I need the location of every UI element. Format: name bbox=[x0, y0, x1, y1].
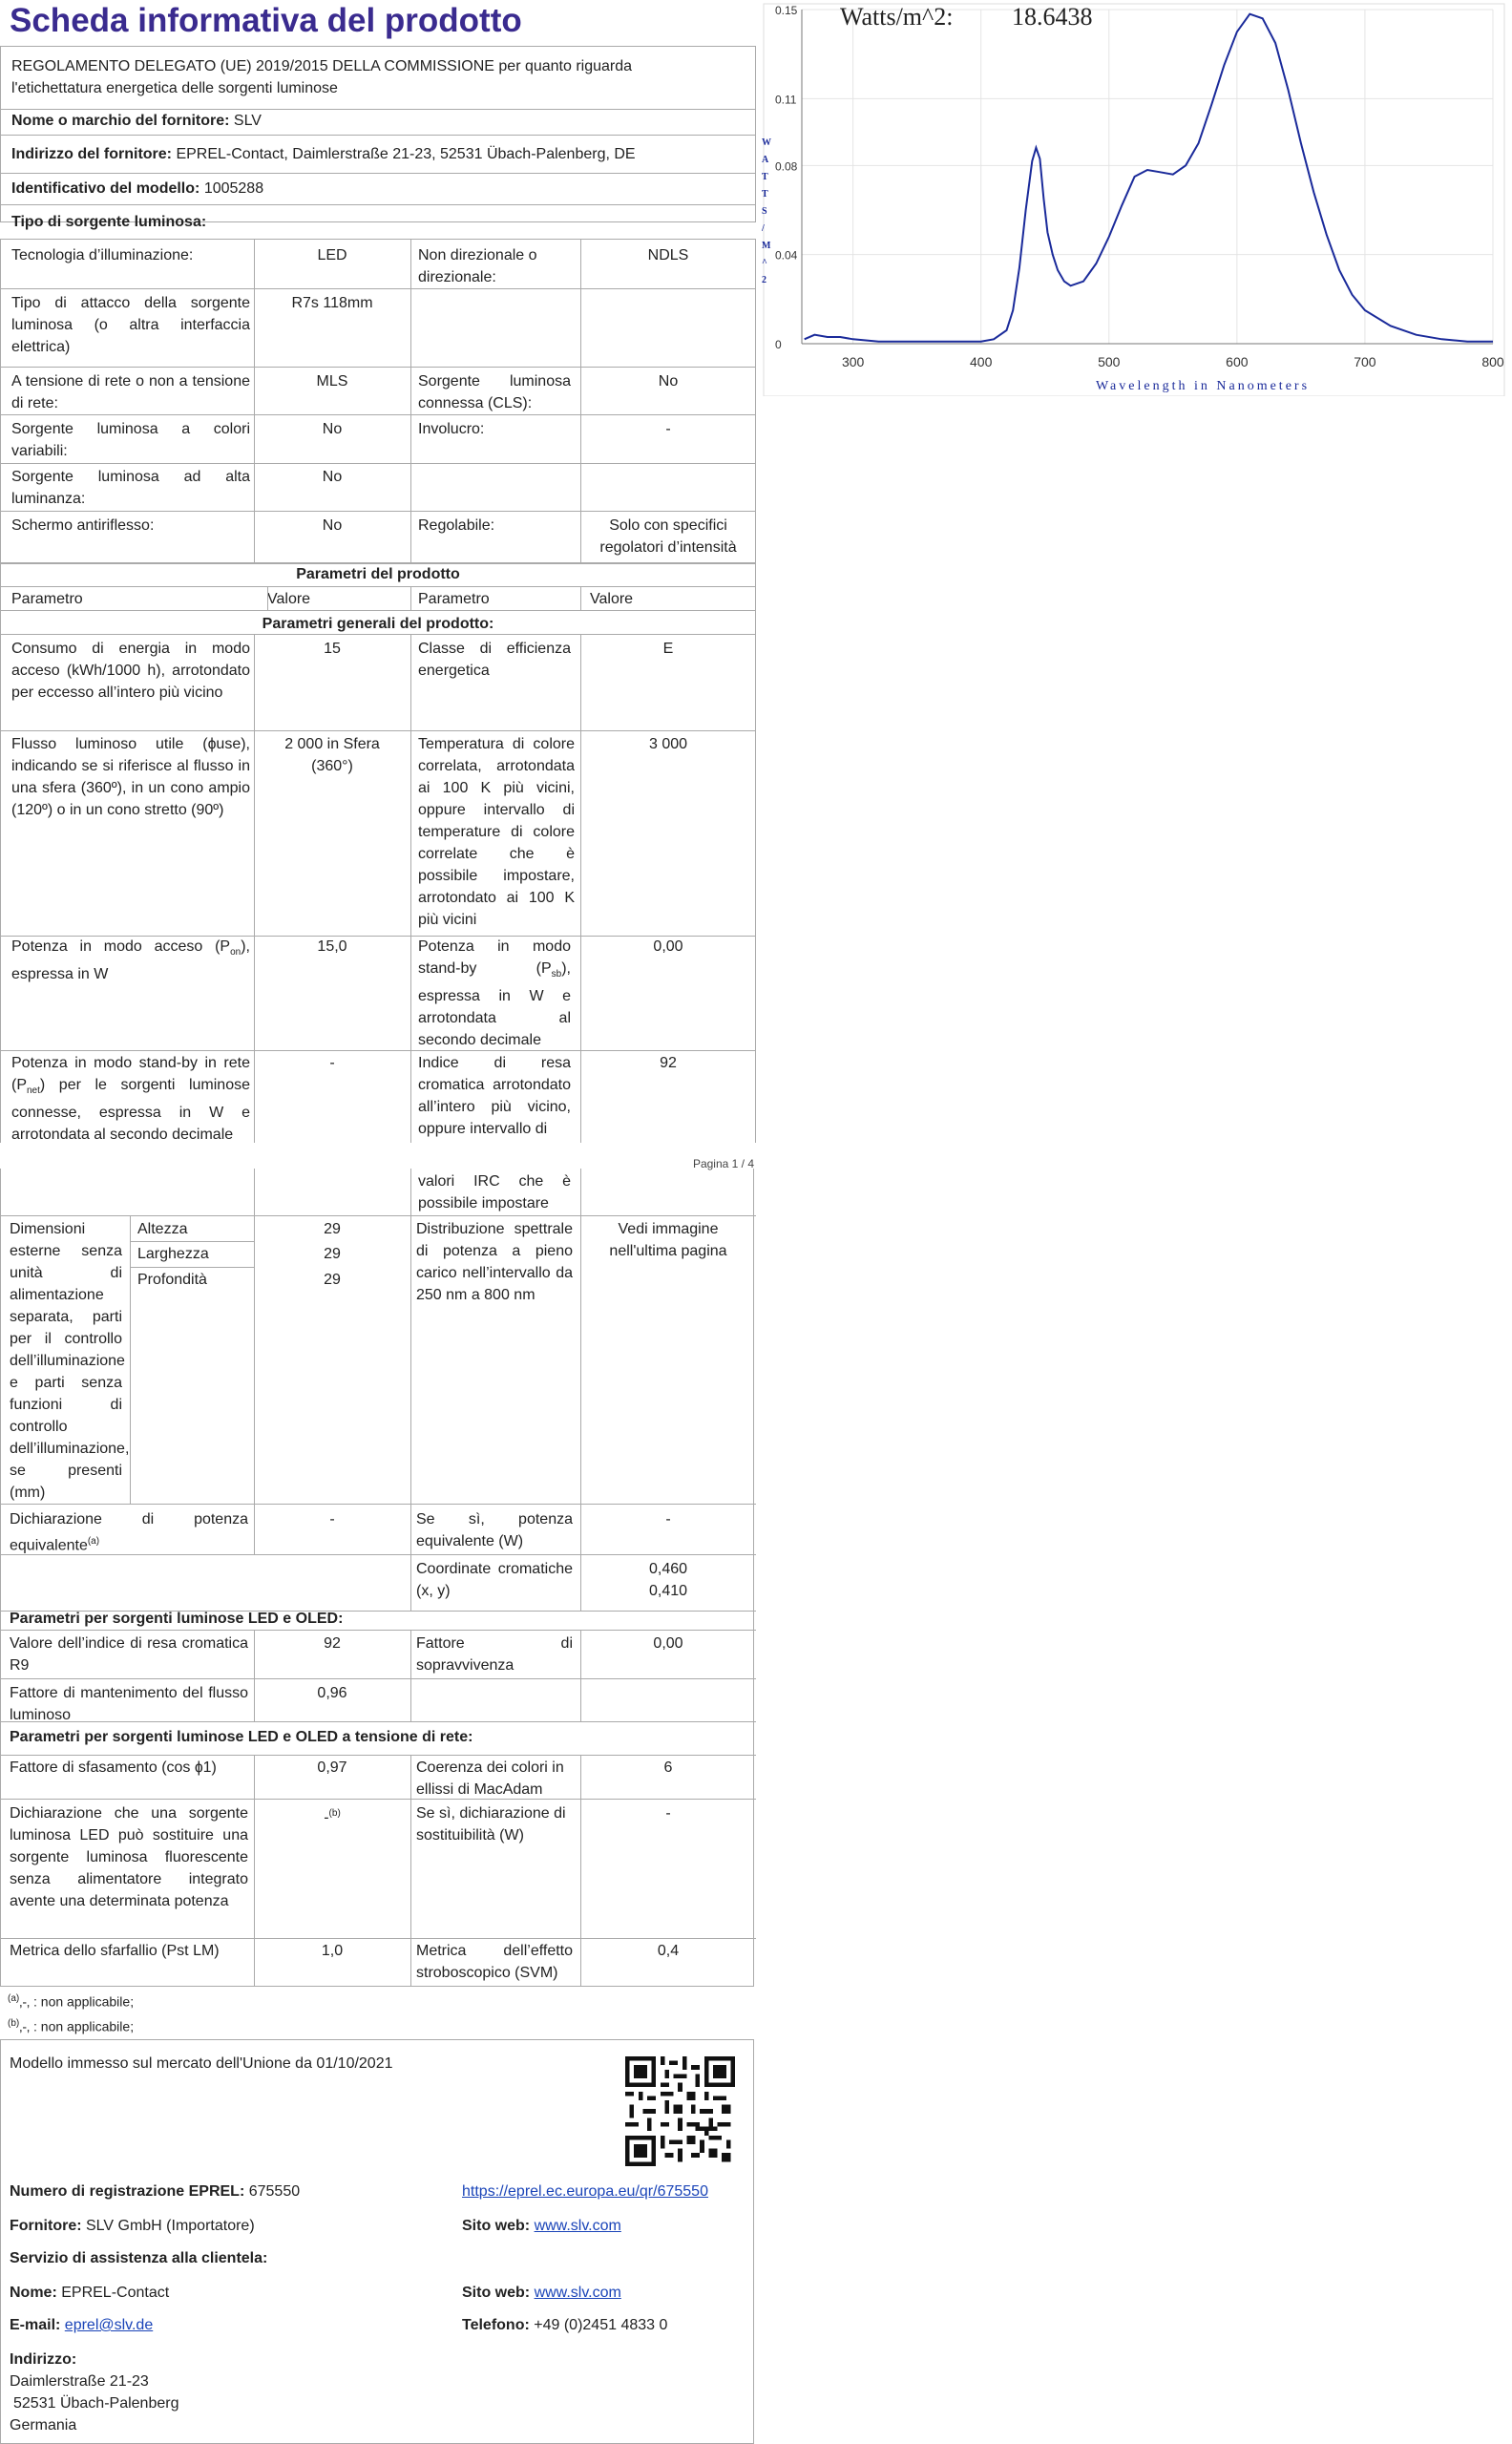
x-tick-label: 800 bbox=[1481, 354, 1504, 369]
x-axis-label: Wavelength in Nanometers bbox=[1095, 379, 1311, 393]
maintenance-label: Fattore di mantenimento del flusso luminoso bbox=[10, 1685, 248, 1723]
email-row: E-mail: eprel@slv.de bbox=[10, 2317, 154, 2333]
glare-value: No bbox=[322, 517, 343, 534]
x-tick-label: 400 bbox=[970, 354, 993, 369]
qr-code-icon[interactable] bbox=[625, 2056, 735, 2166]
equiv-w-label: Se sì, potenza equivalente (W) bbox=[416, 1511, 573, 1549]
y-label-letter: T bbox=[762, 172, 768, 182]
glare-label: Schermo antiriflesso: bbox=[11, 517, 155, 534]
width-label: Larghezza bbox=[137, 1246, 209, 1262]
note-a: $^{(a)}$‚-‚ : non applicabile; bbox=[8, 1993, 135, 2010]
high-luminance-value: No bbox=[322, 469, 343, 485]
y-tick-label: 0.11 bbox=[775, 93, 797, 107]
cri-label-part1: Indice di resa cromatica arrotondato all’intero più vicino, oppure intervallo di bbox=[418, 1055, 571, 1137]
col-param-1: Parametro bbox=[11, 591, 83, 607]
pst-label: Metrica dello sfarfallio (Pst LM) bbox=[10, 1943, 220, 1959]
market-date: Modello immesso sul mercato dell'Unione da 01/10/2021 bbox=[10, 2055, 393, 2072]
x-tick-label: 600 bbox=[1226, 354, 1249, 369]
x-tick-label: 500 bbox=[1098, 354, 1121, 369]
envelope-label: Involucro: bbox=[418, 421, 485, 437]
mains-label: A tensione di rete o non a tensione di rete: bbox=[11, 373, 250, 411]
website-row-2: Sito web: www.slv.com bbox=[462, 2285, 621, 2301]
svm-value: 0,4 bbox=[657, 1943, 680, 1959]
pon-value: 15,0 bbox=[317, 938, 347, 955]
mains-value: MLS bbox=[316, 373, 348, 390]
r9-value: 92 bbox=[324, 1635, 341, 1652]
tech-value: LED bbox=[317, 247, 347, 263]
pnet-label: Potenza in modo stand-by in rete $(P_{net})$ per le sorgenti luminose connesse, espressa in W e arrotondata al secondo decimale bbox=[11, 1055, 250, 1144]
flux-value: 2 000 in Sfera (360°) bbox=[284, 736, 380, 774]
cls-value: No bbox=[658, 373, 679, 390]
website-row: Sito web: www.slv.com bbox=[462, 2218, 621, 2234]
y-label-letter: T bbox=[762, 189, 768, 200]
address-line-2: 52531 Übach-Palenberg bbox=[13, 2395, 179, 2412]
flux-label: Flusso luminoso utile (ɸuse), indicando se si riferisce al flusso in una sfera (360º), in un cono ampio (120º) o in un cono stretto (90º) bbox=[11, 736, 250, 818]
colour-label: Sorgente luminosa a colori variabili: bbox=[11, 421, 250, 459]
survival-value: 0,00 bbox=[653, 1635, 683, 1652]
high-luminance-label: Sorgente luminosa ad alta luminanza: bbox=[11, 469, 250, 507]
tech-label: Tecnologia d’illuminazione: bbox=[11, 247, 194, 263]
y-label-letter: / bbox=[762, 223, 765, 234]
class-label: Classe di efficienza energetica bbox=[418, 641, 571, 679]
depth-label: Profondità bbox=[137, 1272, 207, 1288]
dir-label: Non direzionale o direzionale: bbox=[418, 247, 537, 285]
cri-value: 92 bbox=[660, 1055, 677, 1071]
chart-title: Watts/m^2: bbox=[840, 3, 954, 31]
dims-label: Dimensioni esterne senza unità di alimentazione separata, parti per il controllo dell’illuminazione e parti senza funzioni di controllo dell’illuminazione, se presenti (mm) bbox=[10, 1221, 130, 1501]
mains-title: Parametri per sorgenti luminose LED e OLED a tensione di rete: bbox=[10, 1729, 473, 1745]
supplier-address-row: Indirizzo del fornitore: EPREL-Contact, Daimlerstraße 21-23, 52531 Übach-Palenberg, DE bbox=[11, 146, 636, 162]
eprel-row: Numero di registrazione EPREL: 675550 bbox=[10, 2183, 301, 2200]
height-value: 29 bbox=[324, 1221, 341, 1237]
col-value-2: Valore bbox=[590, 591, 634, 607]
class-value: E bbox=[662, 641, 674, 657]
regulation-text: REGOLAMENTO DELEGATO (UE) 2019/2015 DELLA COMMISSIONE per quanto riguarda l'etichettatura energetica delle sorgenti luminose bbox=[11, 58, 633, 96]
envelope-value: - bbox=[665, 421, 671, 437]
address-heading: Indirizzo: bbox=[10, 2351, 77, 2368]
cct-value: 3 000 bbox=[648, 736, 688, 752]
cct-label: Temperatura di colore correlata, arrotondata ai 100 K più vicini, oppure intervallo di temperature di colore correlate che è possibile impostare, arrotondato ai 100 K più vicini bbox=[418, 736, 575, 928]
macadam-value: 6 bbox=[663, 1759, 673, 1776]
note-b: $^{(b)}$‚-‚ : non applicabile; bbox=[8, 2018, 135, 2034]
cos-phi-value: 0,97 bbox=[317, 1759, 347, 1776]
spectral-distribution-chart bbox=[756, 0, 1512, 396]
website-link-2[interactable]: www.slv.com bbox=[534, 2285, 621, 2301]
macadam-label: Coerenza dei colori in ellissi di MacAdam bbox=[416, 1759, 564, 1798]
y-label-letter: S bbox=[762, 206, 767, 217]
y-tick-label: 0.08 bbox=[775, 159, 798, 174]
dimmable-value: Solo con specifici regolatori d’intensità bbox=[599, 517, 737, 556]
chroma-x: 0,460 bbox=[648, 1561, 688, 1577]
y-label-letter: 2 bbox=[762, 275, 766, 285]
equiv-w-value: - bbox=[665, 1511, 671, 1528]
x-tick-label: 300 bbox=[841, 354, 865, 369]
model-row: Identificativo del modello: 1005288 bbox=[11, 180, 264, 197]
y-tick-label: 0 bbox=[775, 338, 782, 351]
y-label-letter: M bbox=[762, 241, 771, 251]
chart-title-value: 18.6438 bbox=[1012, 3, 1093, 31]
replacement-w-label: Se sì, dichiarazione di sostituibilità (W) bbox=[416, 1805, 566, 1844]
contact-name-row: Nome: EPREL-Contact bbox=[10, 2285, 170, 2301]
chroma-y: 0,410 bbox=[648, 1583, 688, 1599]
y-tick-label: 0.15 bbox=[775, 4, 798, 17]
replacement-value: -$^{(b)}$ bbox=[324, 1808, 341, 1826]
chroma-label: Coordinate cromatiche (x, y) bbox=[416, 1561, 573, 1599]
phone-row: Telefono: +49 (0)2451 4833 0 bbox=[462, 2317, 668, 2333]
eprel-link[interactable]: https://eprel.ec.europa.eu/qr/675550 bbox=[462, 2183, 708, 2200]
r9-label: Valore dell’indice di resa cromatica R9 bbox=[10, 1635, 248, 1674]
psb-label: Potenza in modo stand-by $(P_{sb})$, espressa in W e arrotondata al secondo decimale bbox=[418, 938, 571, 1049]
general-title: Parametri generali del prodotto: bbox=[262, 616, 494, 632]
params-title: Parametri del prodotto bbox=[296, 566, 460, 582]
address-line-1: Daimlerstraße 21-23 bbox=[10, 2373, 149, 2390]
height-label: Altezza bbox=[137, 1221, 188, 1237]
led-title: Parametri per sorgenti luminose LED e OLED: bbox=[10, 1611, 344, 1627]
cri-label-part2: valori IRC che è possibile impostare bbox=[418, 1173, 571, 1211]
depth-value: 29 bbox=[324, 1272, 341, 1288]
dimmable-label: Regolabile: bbox=[418, 517, 495, 534]
supplier-row: Fornitore: SLV GmbH (Importatore) bbox=[10, 2218, 255, 2234]
page-number: Pagina 1 / 4 bbox=[692, 1157, 754, 1170]
supplier-name-row: Nome o marchio del fornitore: SLV bbox=[11, 113, 262, 129]
dir-value: NDLS bbox=[647, 247, 689, 263]
energy-value: 15 bbox=[324, 641, 341, 657]
col-value-1: Valore bbox=[267, 591, 311, 607]
svm-label: Metrica dell’effetto stroboscopico (SVM) bbox=[416, 1943, 573, 1981]
maintenance-value: 0,96 bbox=[317, 1685, 347, 1701]
pst-value: 1,0 bbox=[321, 1943, 344, 1959]
light-source-type-heading: Tipo di sorgente luminosa: bbox=[11, 214, 207, 230]
cls-label: Sorgente luminosa connessa (CLS): bbox=[418, 373, 571, 411]
replacement-w-value: - bbox=[665, 1805, 671, 1822]
y-tick-label: 0.04 bbox=[775, 248, 798, 263]
width-value: 29 bbox=[324, 1246, 341, 1262]
survival-label: Fattore di sopravvivenza bbox=[416, 1635, 573, 1674]
cap-label: Tipo di attacco della sorgente luminosa (o altra interfaccia elettrica) bbox=[11, 295, 250, 355]
equiv-label: Dichiarazione di potenza equivalente$^{(a)}$ bbox=[10, 1511, 248, 1554]
x-tick-label: 700 bbox=[1354, 354, 1376, 369]
y-label-letter: W bbox=[762, 137, 771, 148]
address-line-3: Germania bbox=[10, 2417, 77, 2433]
spd-label: Distribuzione spettrale di potenza a pieno carico nell’intervallo da 250 nm a 800 nm bbox=[416, 1221, 573, 1303]
service-heading: Servizio di assistenza alla clientela: bbox=[10, 2250, 268, 2266]
psb-value: 0,00 bbox=[653, 938, 683, 955]
website-link[interactable]: www.slv.com bbox=[534, 2218, 621, 2234]
replacement-label: Dichiarazione che una sorgente luminosa LED può sostituire una sorgente luminosa fluorescente senza alimentatore integrato avente una determinata potenza bbox=[10, 1805, 248, 1909]
email-link[interactable]: eprel@slv.de bbox=[64, 2317, 154, 2333]
y-label-letter: A bbox=[762, 155, 769, 165]
equiv-value: - bbox=[329, 1511, 335, 1528]
cos-phi-label: Fattore di sfasamento (cos ɸ1) bbox=[10, 1759, 217, 1776]
spd-value: Vedi immagine nell'ultima pagina bbox=[609, 1221, 727, 1259]
cap-value: R7s 118mm bbox=[291, 295, 373, 311]
pnet-value: - bbox=[329, 1055, 335, 1071]
pon-label: Potenza in modo acceso $(P_{on})$, espressa in W bbox=[11, 938, 250, 983]
page-title: Scheda informativa del prodotto bbox=[10, 2, 522, 39]
y-label-letter: ^ bbox=[762, 258, 767, 268]
energy-label: Consumo di energia in modo acceso (kWh/1000 h), arrotondato per eccesso all’intero più vicino bbox=[11, 641, 250, 701]
col-param-2: Parametro bbox=[418, 591, 490, 607]
colour-value: No bbox=[322, 421, 343, 437]
